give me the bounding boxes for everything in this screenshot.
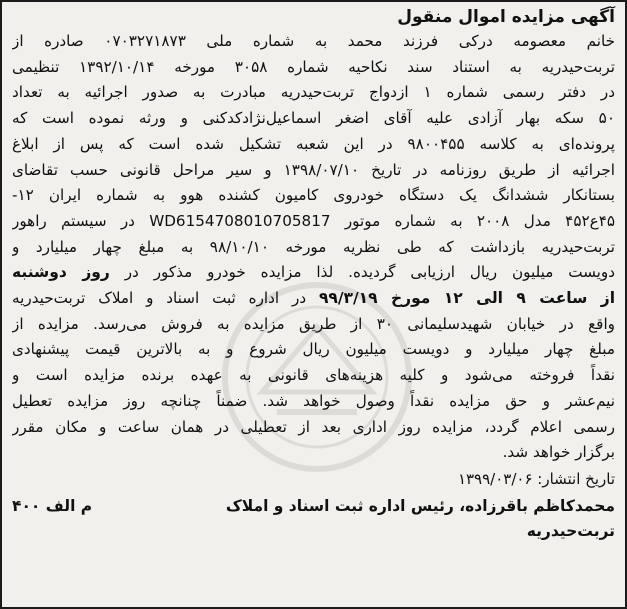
signature-org: تربت‌حیدریه [526, 521, 615, 540]
auction-time-line [12, 286, 615, 312]
body-line: نقداً فروخته می‌شود و کلیه هزینه‌های قانونی به عهده برنده مزایده است و [12, 366, 615, 385]
vehicle-line-tail: در سیستم راهور [12, 211, 135, 230]
signature-row [12, 493, 615, 519]
body-line: تربت‌حیدریه بازداشت که طی نظریه مورخه ۹۸/۱۰/۱۰ به مبلغ چهار میلیارد و [12, 237, 615, 256]
body-line: رسمی اعلام گردد، مزایده روز اداری بعد از تعطیلی در همان ساعت و مکان مقرر [12, 417, 615, 436]
notice-title: آگهی مزایده اموال منقول [397, 7, 615, 27]
body-line: نیم‌عشر و حق مزایده نقداً وصول خواهد شد. ضمناً چنانچه روز مزایده تعطیل [12, 391, 615, 410]
body-line: تربت‌حیدریه به استناد سند نکاحیه شماره ۳۰۵۸ مورخه ۱۳۹۲/۱۰/۱۴ تنظیمی [12, 57, 615, 76]
publish-date: تاریخ انتشار: ۱۳۹۹/۰۳/۰۶ [457, 469, 615, 488]
signature-code: م الف ۴۰۰ [12, 496, 93, 515]
auction-intro-line [12, 260, 615, 286]
body-line: واقع در خیابان شهیدسلیمانی ۳۰ از طریق مزایده به فروش می‌رسد. مزایده از [12, 314, 615, 333]
body-line: بستانکار ششدانگ یک دستگاه خودروی کامیون کشنده هوو به شماره ایران ۱۲- [12, 186, 615, 205]
auction-time: از ساعت ۹ الی ۱۲ مورخ ۹۹/۳/۱۹ [318, 289, 615, 308]
body-line: دویست میلیون ریال ارزیابی گردیده. لذا مزایده خودرو مذکور در [124, 263, 615, 282]
body-line: ۵۰ سکه بهار آزادی علیه آقای اضغر اسماعیل‌نژادکدکنی و ورثه نموده است که [12, 109, 615, 128]
vehicle-line [12, 209, 615, 235]
auction-place: در اداره ثبت اسناد و املاک تربت‌حیدریه [12, 289, 307, 308]
body-line: برگزار خواهد شد. [502, 443, 615, 462]
engine-number: WD6154708010705817 [149, 211, 331, 230]
notice-body [12, 29, 615, 466]
vehicle-plate-text: ۴۵ع۴۵۲ مدل ۲۰۰۸ به شماره موتور [344, 211, 615, 230]
body-line: اجرائیه از طریق روزنامه در تاریخ ۱۳۹۸/۰۷/۱۰ و سیر مراحل قانونی حسب تقاضای [12, 160, 615, 179]
body-line: خانم معصومه درکی فرزند محمد به شماره ملی ۰۷۰۳۲۷۱۸۷۳ صادره از [12, 32, 615, 50]
signature-name: محمدکاظم باقرزاده، رئیس اداره ثبت اسناد و املاک [225, 496, 615, 515]
body-line: در دفتر رسمی شماره ۱ ازدواج تربت‌حیدریه مبادرت به صدور اجرائیه به تعداد [12, 83, 615, 102]
body-line: مبلغ چهار میلیارد و دویست میلیون ریال شروع و به بالاترین قیمت پیشنهادی [12, 340, 615, 359]
auction-day: روز دوشنبه [12, 263, 110, 282]
body-line: پرونده‌ای به کلاسه ۹۸۰۰۴۵۵ در این شعبه تشکیل شده است که پس از ابلاغ [12, 134, 615, 153]
